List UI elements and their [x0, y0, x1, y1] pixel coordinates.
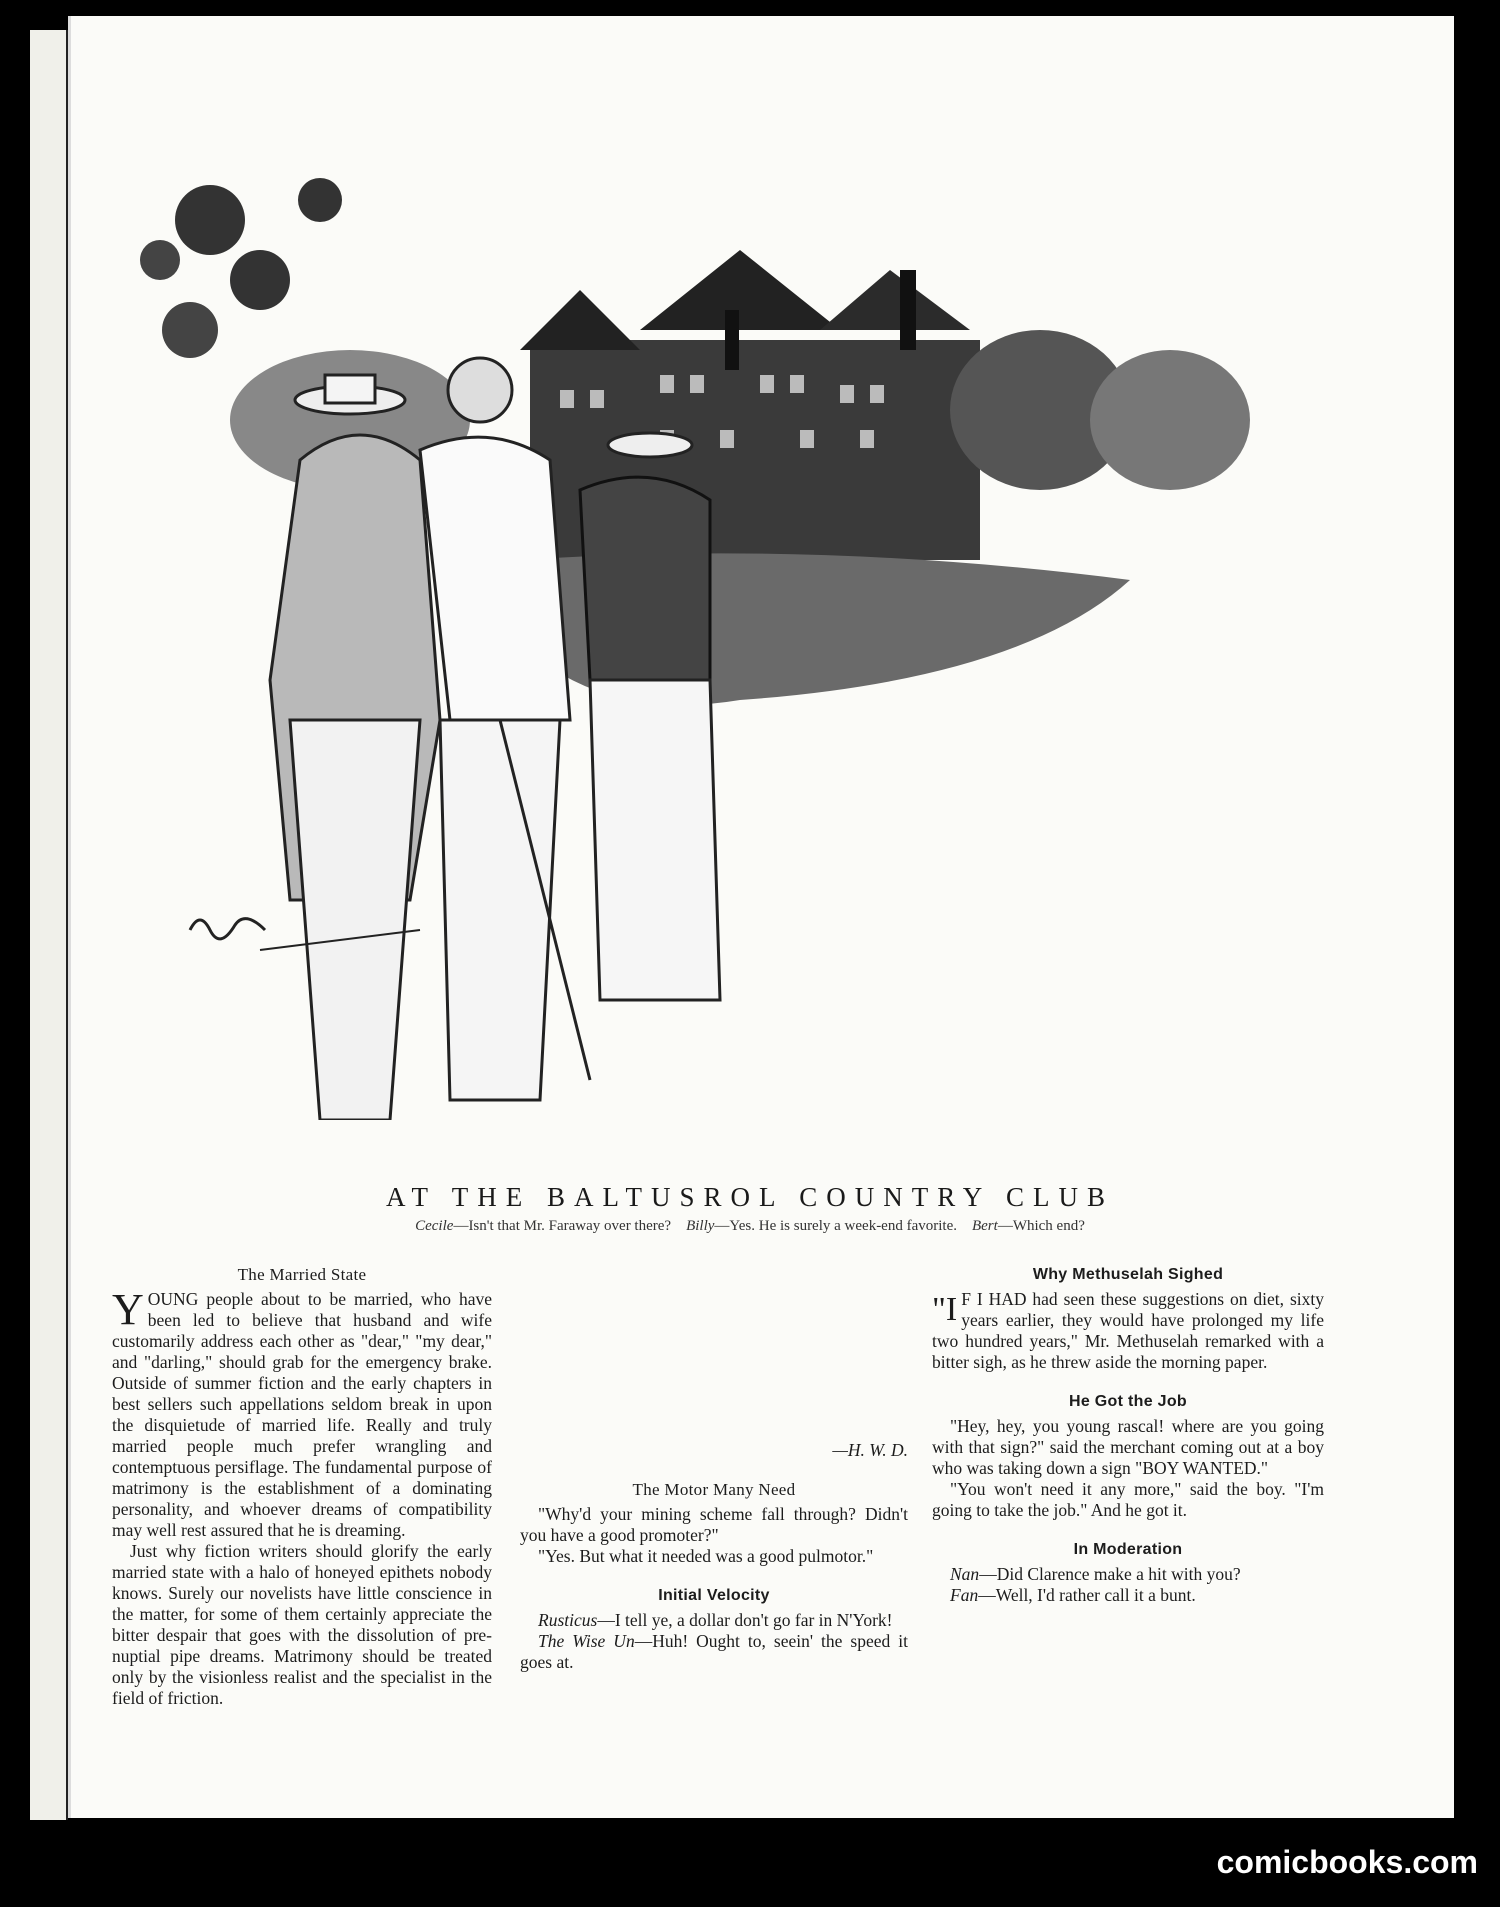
- column-2: [520, 1264, 908, 1673]
- married-state-p1: YOUNG people about to be married, who have been led to believe that husband and wife customarily address each other as "dear," "my dear," and "darling," should grab for the emergency brake. Outside of summer fiction and the early chapters in best sellers such appellations seldom break in upon the disquietude of married life. Really and truly married people much prefer wrangling and contemptuous persiflage. The fundamental purpose of matrimony is the establishment of a dominating personality, and whoever dreams of compatibility may well rest assured that he is dreaming.: [112, 1285, 492, 1540]
- velocity-heading: Initial Velocity: [658, 1587, 770, 1604]
- married-state-signature: —H. W. D.: [832, 1440, 908, 1460]
- caption-speaker-3: Bert: [971, 1218, 998, 1234]
- methuselah-drop-cap: "I: [932, 1291, 958, 1328]
- job-p1: "Hey, hey, you young rascal! where are you going with that sign?" said the merchant coming out at a boy who was taking down a sign "BOY WANTED.": [932, 1416, 1324, 1478]
- caption-title: AT THE BALTUSROL COUNTRY CLUB: [385, 1182, 1115, 1212]
- motor-p2: "Yes. But what it needed was a good pulmotor.": [538, 1546, 874, 1566]
- methuselah-heading: Why Methuselah Sighed: [1032, 1266, 1224, 1283]
- job-p2: "You won't need it any more," said the boy. "I'm going to take the job." And he got it.: [932, 1479, 1324, 1520]
- figure-man-left: [270, 375, 440, 1120]
- column-3: [932, 1264, 1324, 1606]
- left-page-edge: [30, 30, 68, 1820]
- figure-woman: [580, 433, 720, 1000]
- golfers-illustration: [120, 160, 1320, 1120]
- velocity-p2: The Wise Un—Huh! Ought to, seein' the speed it goes at.: [520, 1631, 908, 1672]
- moderation-p2: Fan—Well, I'd rather call it a bunt.: [950, 1585, 1196, 1605]
- caption-speaker-2: Billy: [686, 1218, 715, 1234]
- caption-dialogue: [0, 1218, 1500, 1235]
- moderation-heading: In Moderation: [1073, 1541, 1183, 1558]
- watermark: comicbooks.com: [1216, 1844, 1478, 1880]
- caption-line-2: —Yes. He is surely a week-end favorite.: [714, 1218, 957, 1234]
- artist-signature: [190, 919, 265, 939]
- married-state-p2: Just why fiction writers should glorify the early married state with a halo of honeyed epithets nobody knows. Surely our novelists have little conscience in the matter, for some of them certainly appreciate the bitter despair that goes with the dissolution of pre-nuptial pipe dreams. Matrimony should be treated only by the visionless realist and the specialist in the field of friction.: [112, 1541, 492, 1708]
- motor-heading: The Motor Many Need: [632, 1480, 796, 1499]
- caption-line-3: —Which end?: [997, 1218, 1085, 1234]
- caption-speaker-1: Cecile: [415, 1218, 454, 1234]
- married-state-heading: The Married State: [237, 1265, 367, 1284]
- column-1: [112, 1264, 492, 1709]
- drop-cap: Y: [112, 1285, 144, 1334]
- moderation-p1: Nan—Did Clarence make a hit with you?: [950, 1564, 1241, 1584]
- methuselah-p1: "I F I HAD had seen these suggestions on diet, sixty years earlier, they would have prolonged my life two hundred years," Mr. Methuselah remarked with a bitter sigh, as he threw aside the morning paper.: [932, 1289, 1324, 1372]
- velocity-p1: Rusticus—I tell ye, a dollar don't go far in N'York!: [538, 1610, 893, 1630]
- motor-p1: "Why'd your mining scheme fall through? Didn't you have a good promoter?": [520, 1504, 908, 1545]
- job-heading: He Got the Job: [1069, 1393, 1187, 1410]
- caption-line-1: —Isn't that Mr. Faraway over there?: [453, 1218, 672, 1234]
